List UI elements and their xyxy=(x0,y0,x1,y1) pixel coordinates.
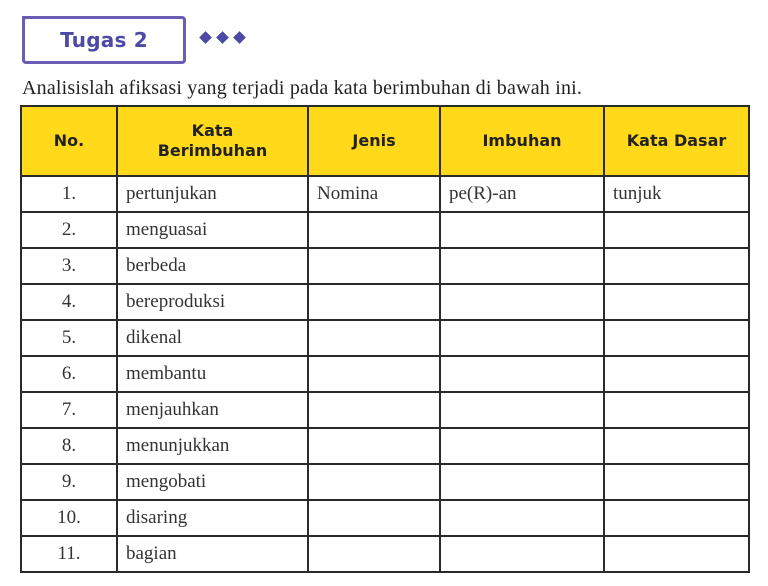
affixation-table xyxy=(20,105,750,573)
diamond-icon xyxy=(233,31,246,44)
jenis-cell[interactable] xyxy=(308,284,440,320)
imbuhan-cell[interactable] xyxy=(440,212,604,248)
jenis-cell[interactable] xyxy=(308,464,440,500)
row-number: 4. xyxy=(21,284,117,320)
table-row xyxy=(21,284,749,320)
table-body xyxy=(21,176,749,572)
header-kata-berimbuhan: Kata Berimbuhan xyxy=(117,106,308,176)
task-badge xyxy=(22,16,186,64)
diamond-icon xyxy=(216,31,229,44)
jenis-cell[interactable] xyxy=(308,428,440,464)
kata-dasar-cell[interactable] xyxy=(604,356,749,392)
imbuhan-cell[interactable]: pe(R)-an xyxy=(440,176,604,212)
diamond-icon xyxy=(199,31,212,44)
table-row xyxy=(21,176,749,212)
table-row xyxy=(21,392,749,428)
table-row xyxy=(21,428,749,464)
row-number: 2. xyxy=(21,212,117,248)
header-imbuhan: Imbuhan xyxy=(440,106,604,176)
table-row xyxy=(21,212,749,248)
kata-berimbuhan-cell: dikenal xyxy=(117,320,308,356)
kata-dasar-cell[interactable] xyxy=(604,212,749,248)
row-number: 1. xyxy=(21,176,117,212)
imbuhan-cell[interactable] xyxy=(440,500,604,536)
instruction-text: Analisislah afiksasi yang terjadi pada kata berimbuhan di bawah ini. xyxy=(22,77,583,99)
kata-berimbuhan-cell: pertunjukan xyxy=(117,176,308,212)
kata-dasar-cell[interactable] xyxy=(604,500,749,536)
kata-berimbuhan-cell: menjauhkan xyxy=(117,392,308,428)
jenis-cell[interactable] xyxy=(308,212,440,248)
imbuhan-cell[interactable] xyxy=(440,464,604,500)
imbuhan-cell[interactable] xyxy=(440,284,604,320)
row-number: 10. xyxy=(21,500,117,536)
jenis-cell[interactable] xyxy=(308,536,440,572)
row-number: 8. xyxy=(21,428,117,464)
row-number: 6. xyxy=(21,356,117,392)
kata-berimbuhan-cell: bagian xyxy=(117,536,308,572)
imbuhan-cell[interactable] xyxy=(440,428,604,464)
kata-berimbuhan-cell: mengobati xyxy=(117,464,308,500)
jenis-cell[interactable] xyxy=(308,248,440,284)
header-jenis: Jenis xyxy=(308,106,440,176)
table-row xyxy=(21,320,749,356)
table-row xyxy=(21,356,749,392)
jenis-cell[interactable] xyxy=(308,500,440,536)
kata-berimbuhan-cell: bereproduksi xyxy=(117,284,308,320)
header-kata-dasar: Kata Dasar xyxy=(604,106,749,176)
table-row xyxy=(21,500,749,536)
imbuhan-cell[interactable] xyxy=(440,392,604,428)
row-number: 9. xyxy=(21,464,117,500)
kata-dasar-cell[interactable]: tunjuk xyxy=(604,176,749,212)
kata-berimbuhan-cell: berbeda xyxy=(117,248,308,284)
kata-dasar-cell[interactable] xyxy=(604,320,749,356)
table-row xyxy=(21,536,749,572)
kata-dasar-cell[interactable] xyxy=(604,464,749,500)
imbuhan-cell[interactable] xyxy=(440,536,604,572)
kata-dasar-cell[interactable] xyxy=(604,248,749,284)
jenis-cell[interactable]: Nomina xyxy=(308,176,440,212)
kata-berimbuhan-cell: menunjukkan xyxy=(117,428,308,464)
diamond-decoration xyxy=(199,33,246,42)
imbuhan-cell[interactable] xyxy=(440,320,604,356)
row-number: 5. xyxy=(21,320,117,356)
imbuhan-cell[interactable] xyxy=(440,356,604,392)
header-no: No. xyxy=(21,106,117,176)
imbuhan-cell[interactable] xyxy=(440,248,604,284)
kata-dasar-cell[interactable] xyxy=(604,536,749,572)
row-number: 11. xyxy=(21,536,117,572)
kata-berimbuhan-cell: membantu xyxy=(117,356,308,392)
jenis-cell[interactable] xyxy=(308,320,440,356)
table-header-row xyxy=(21,106,749,176)
affixation-table-container xyxy=(20,105,748,573)
row-number: 3. xyxy=(21,248,117,284)
kata-dasar-cell[interactable] xyxy=(604,284,749,320)
kata-berimbuhan-cell: disaring xyxy=(117,500,308,536)
task-title: Tugas 2 xyxy=(60,28,148,52)
row-number: 7. xyxy=(21,392,117,428)
kata-dasar-cell[interactable] xyxy=(604,428,749,464)
jenis-cell[interactable] xyxy=(308,392,440,428)
kata-dasar-cell[interactable] xyxy=(604,392,749,428)
table-row xyxy=(21,464,749,500)
jenis-cell[interactable] xyxy=(308,356,440,392)
table-row xyxy=(21,248,749,284)
kata-berimbuhan-cell: menguasai xyxy=(117,212,308,248)
